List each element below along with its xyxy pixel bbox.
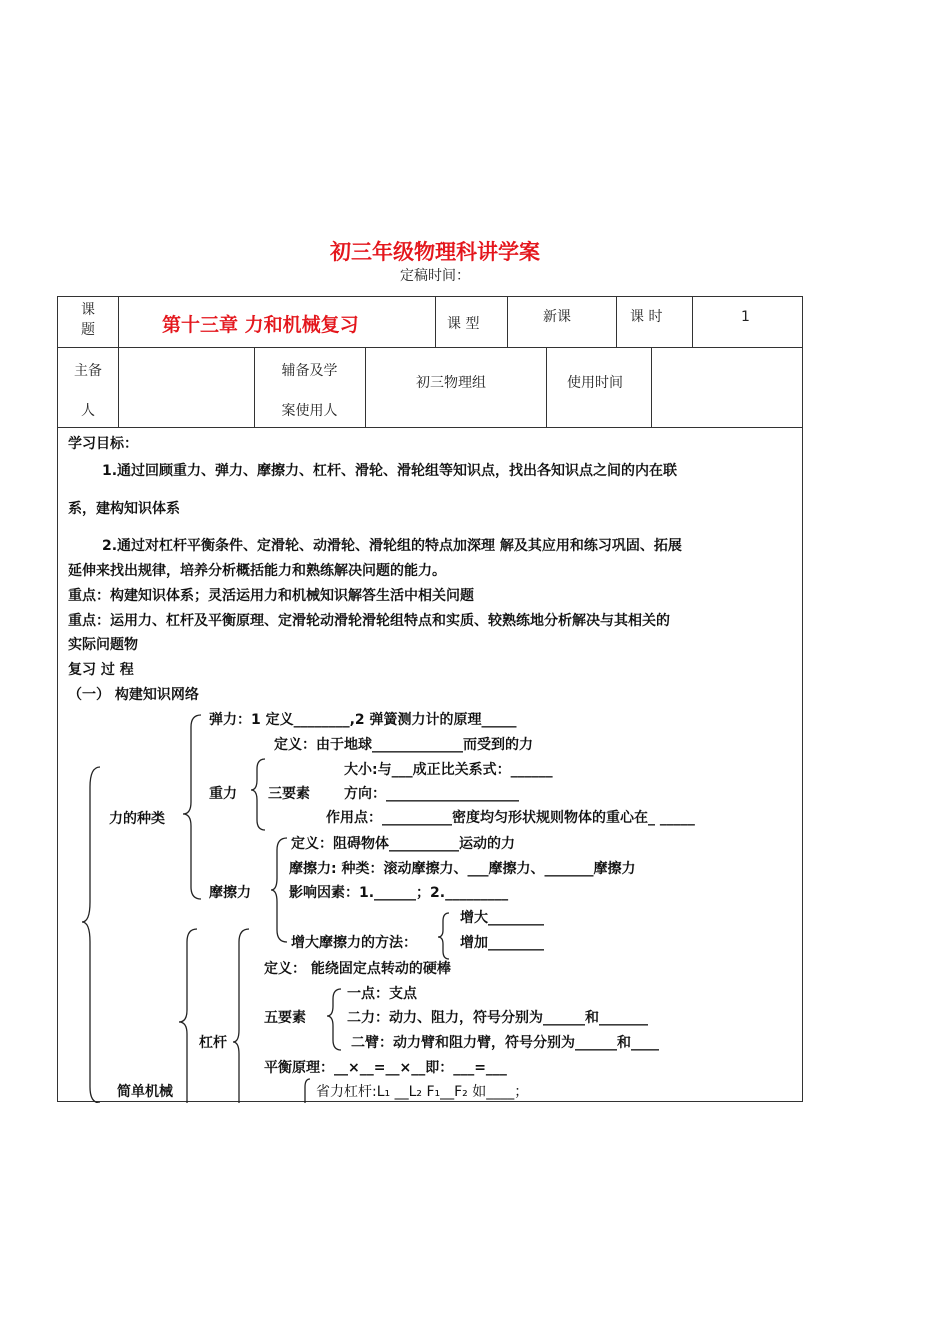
gravity-action-point: 作用点：__________密度均匀形状规则物体的重心在_ _____ (326, 810, 695, 826)
force-types-label: 力的种类 (109, 811, 165, 827)
goal-2-line-2: 延伸来找出规律，培养分析概括能力和熟练解决问题的能力。 (68, 563, 446, 579)
type-label: 课 型 (447, 316, 480, 332)
lever-label: 杠杆 (199, 1035, 227, 1051)
brace-force-types (183, 715, 201, 899)
brace-increase (438, 913, 449, 959)
simple-machines-label: 简单机械 (117, 1084, 173, 1100)
hours-label: 课 时 (630, 309, 663, 325)
page-subtitle: 定稿时间： (400, 268, 470, 284)
friction-kinds: 摩擦力: 种类：滚动摩擦力、___摩擦力、_______摩擦力 (289, 861, 636, 877)
process-heading: 复习 过 程 (68, 662, 134, 678)
lever-two-forces: 二力：动力、阻力，符号分别为______和_______ (347, 1010, 648, 1026)
brace-friction (271, 838, 287, 942)
gravity-direction: 方向：___________________ (344, 786, 519, 802)
lever-two-arms: 二臂：动力臂和阻力臂，符号分别为______和____ (351, 1035, 659, 1051)
friction-definition: 定义：阻碍物体__________运动的力 (291, 836, 515, 852)
key-point-2-line-1: 重点：运用力、杠杆及平衡原理、定滑轮动滑轮滑轮组特点和实质、较熟练地分析解决与其相关的 (68, 613, 670, 629)
gravity-magnitude: 大小:与___成正比关系式：______ (344, 762, 553, 778)
key-point-1: 重点：构建知识体系；灵活运用力和机械知识解答生活中相关问题 (68, 588, 474, 604)
increase-item: 增大________ (460, 910, 544, 926)
gravity-definition: 定义：由于地球_____________而受到的力 (274, 737, 533, 753)
elastic-force: 弹力：1 定义________,2 弹簧测力计的原理_____ (209, 712, 517, 728)
lever-definition: 定义： 能绕固定点转动的硬棒 (264, 961, 451, 977)
page-title: 初三年级物理科讲学案 (330, 240, 540, 264)
use-time-label: 使用时间 (567, 375, 623, 391)
goal-2-line-1: 2.通过对杠杆平衡条件、定滑轮、动滑轮、滑轮组的特点加深理 解及其应用和练习巩固、拓展 (102, 538, 682, 554)
hours-value: 1 (741, 309, 750, 325)
brace-balance (305, 1079, 310, 1103)
assist-label: 辅备及学 案使用人 (281, 363, 338, 419)
friction-label: 摩擦力 (209, 885, 251, 901)
friction-factors: 影响因素：1.______；2._________ (289, 885, 509, 901)
brace-lever (233, 929, 249, 1103)
lesson-plan-table (57, 296, 803, 1102)
lever-balance: 平衡原理：__×__=__×__即：___=___ (264, 1060, 507, 1076)
increase-friction-method: 增大摩擦力的方法： (291, 935, 417, 951)
add-item: 增加________ (460, 935, 544, 951)
goals-heading: 学习目标： (68, 436, 138, 452)
goal-1-line-1: 1.通过回顾重力、弹力、摩擦力、杠杆、滑轮、滑轮组等知识点，找出各知识点之间的内在联 (102, 463, 678, 479)
type-value: 新课 (543, 309, 571, 325)
labor-saving-lever: 省力杠杆:L₁ __L₂ F₁__F₂ 如____； (316, 1084, 529, 1100)
brace-gravity (251, 759, 265, 830)
gravity-label: 重力 (209, 786, 237, 802)
brace-five-elements (327, 989, 341, 1050)
key-point-2-line-2: 实际问题物 (68, 637, 138, 653)
section-1-heading: （一） 构建知识网络 (68, 687, 199, 703)
brace-machines (179, 929, 197, 1103)
topic-label: 课 题 (81, 302, 95, 338)
author-label: 主备 人 (74, 363, 102, 419)
mindmap-braces (58, 297, 804, 1103)
assist-value: 初三物理组 (416, 375, 486, 391)
topic-value: 第十三章 力和机械复习 (162, 314, 359, 336)
five-elements-label: 五要素 (264, 1010, 306, 1026)
three-elements-label: 三要素 (268, 786, 310, 802)
goal-1-line-2: 系，建构知识体系 (68, 501, 180, 517)
lever-one-point: 一点：支点 (347, 986, 417, 1002)
brace-outer (82, 767, 100, 1103)
